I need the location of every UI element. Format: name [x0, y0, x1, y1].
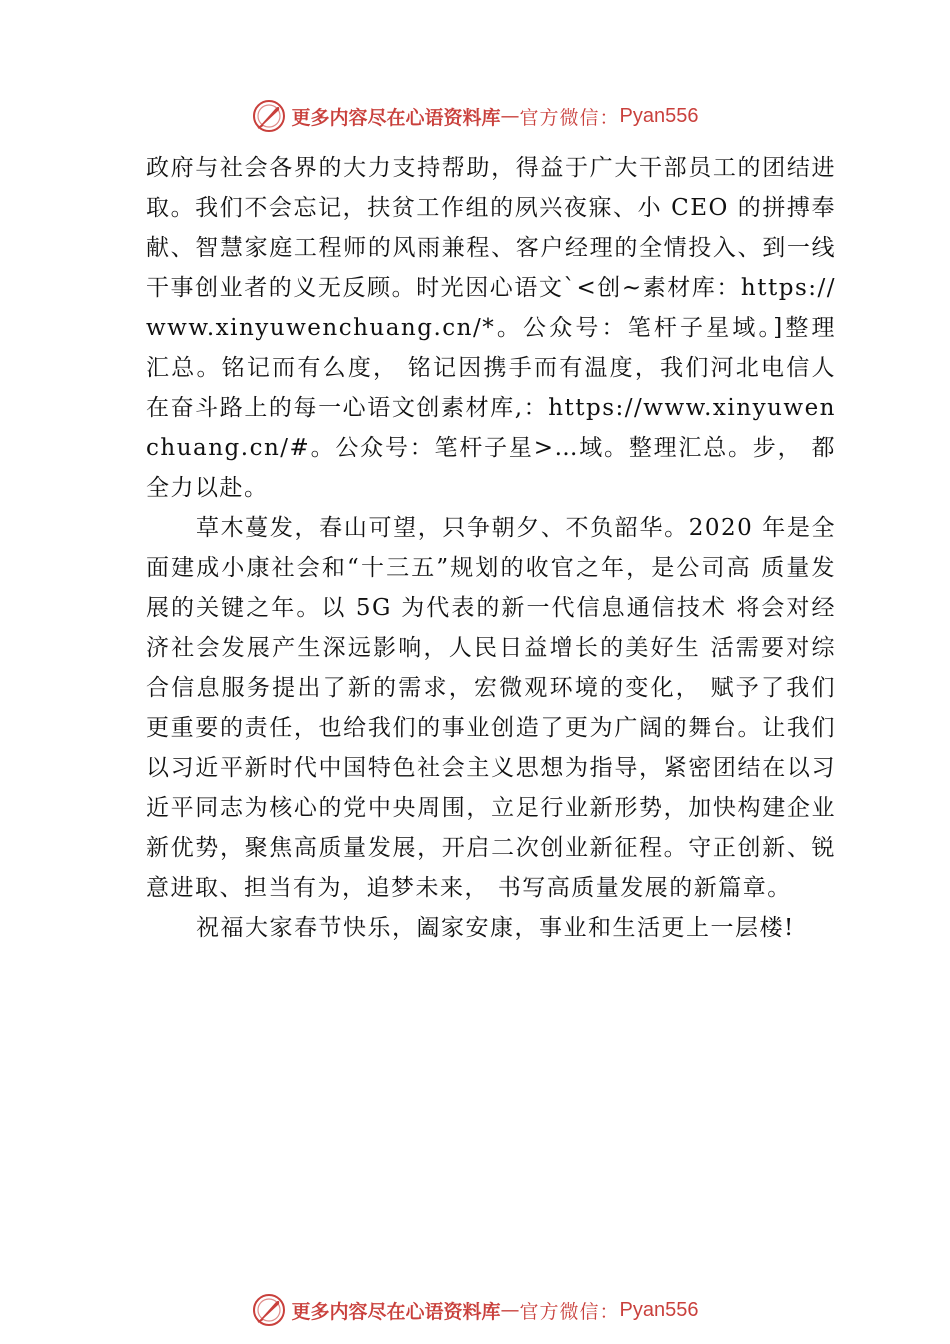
watermark-dash: —	[500, 1299, 520, 1321]
quill-logo-icon	[252, 1293, 286, 1327]
watermark-wechat-id: Pyan556	[619, 1298, 699, 1321]
watermark-brand: 更多内容尽在心语资料库	[291, 1300, 501, 1323]
quill-logo-icon	[252, 99, 286, 133]
paragraph-3: 祝福大家春节快乐，阖家安康，事业和生活更上一层楼!	[196, 915, 795, 941]
footer-watermark	[0, 1290, 950, 1330]
watermark-wechat-id: Pyan556	[619, 104, 699, 127]
watermark-dash: —	[500, 105, 520, 127]
paragraph-2: 草木蔓发，春山可望，只争朝夕、不负韶华。2020 年是全面建成小康社会和“十三五”规划的收官之年，是公司高 质量发展的关键之年。以 5G 为代表的新一代信息通信技术 将会对经济社会发展产生深远影响，人民日益增长的美好生 活需要对综合信息服务提出了新的需求，宏微观环境的变化， 赋予了我们更重要的责任，也给我们的事业创造了更为广阔的舞台。让我们以习近平新时代中国特色社会主义思想为指导，紧密团结在以习近平同志为核心的党中央周围，立足行业新形势，加快构建企业新优势，聚焦高质量发展，开启二次创业新征程。守正创新、锐意进取、担当有为，追梦未来， 书写高质量发展的新篇章。	[146, 515, 836, 901]
document-body	[146, 148, 836, 948]
watermark-official-label: 官方微信：	[519, 106, 620, 129]
watermark-official-label: 官方微信：	[519, 1300, 620, 1323]
header-watermark	[0, 96, 950, 136]
paragraph-1: 政府与社会各界的大力支持帮助，得益于广大干部员工的团结进取。我们不会忘记，扶贫工作组的夙兴夜寐、小 CEO 的拼搏奉献、智慧家庭工程师的风雨兼程、客户经理的全情投入、到一线干事创业者的义无反顾。时光因心语文`<创~素材库：https://www.xinyuwenchuang.cn/*。公众号：笔杆子星域。]整理汇总。铭记而有么度， 铭记因携手而有温度，我们河北电信人在奋斗路上的每一心语文创素材库,：https://www.xinyuwenchuang.cn/#。公众号：笔杆子星>…域。整理汇总。步， 都全力以赴。	[146, 155, 836, 501]
watermark-brand: 更多内容尽在心语资料库	[291, 106, 501, 129]
